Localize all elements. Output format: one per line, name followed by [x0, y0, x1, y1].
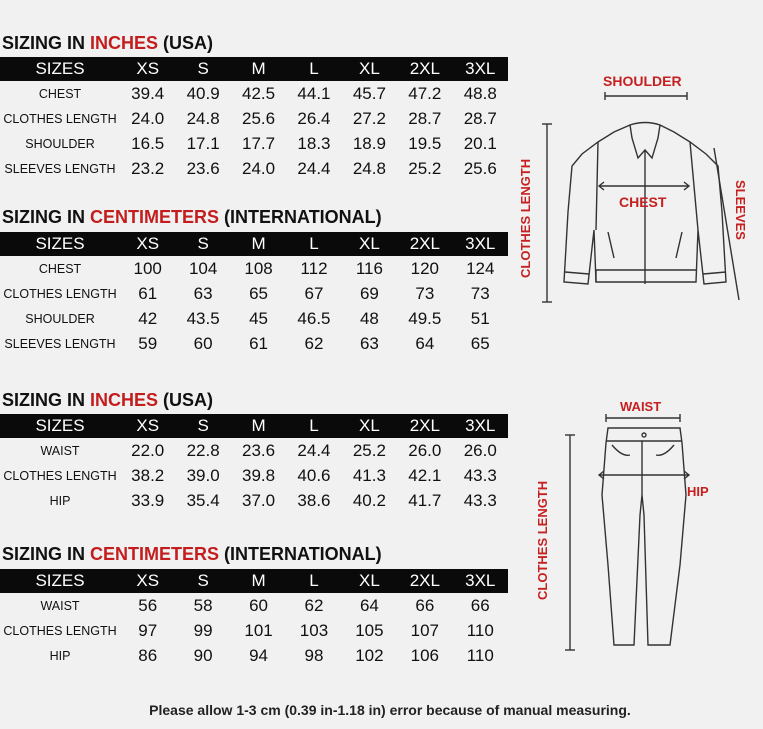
- shoulder-label: SHOULDER: [603, 73, 682, 89]
- title-accent: CENTIMETERS: [90, 544, 220, 564]
- value-cell: 24.8: [352, 158, 386, 178]
- title-suffix: (USA): [158, 33, 214, 53]
- table-header-row: [0, 232, 508, 256]
- row-label: CHEST: [38, 86, 82, 101]
- pants-diagram: [530, 395, 730, 660]
- title-suffix: (USA): [158, 390, 214, 410]
- value-cell: 45.7: [352, 83, 386, 103]
- sizes-header: SIZES: [0, 414, 120, 438]
- size-header-cell: S: [175, 232, 230, 256]
- value-cell: 43.3: [463, 465, 497, 485]
- row-label: HIP: [49, 493, 71, 508]
- value-cell: 64: [415, 333, 435, 353]
- value-cell: 27.2: [352, 108, 386, 128]
- value-cell: 17.1: [186, 133, 220, 153]
- size-header-cell: 2XL: [397, 569, 452, 593]
- size-header-cell: 2XL: [397, 57, 452, 81]
- value-cell: 26.4: [297, 108, 331, 128]
- row-label: CHEST: [38, 261, 82, 276]
- size-header-cell: L: [286, 569, 341, 593]
- row-label: CLOTHES LENGTH: [3, 286, 117, 301]
- value-cell: 124: [466, 258, 495, 278]
- title-accent: INCHES: [90, 33, 159, 53]
- row-label: SLEEVES LENGTH: [4, 161, 116, 176]
- table-row: [0, 131, 508, 156]
- table-row: [0, 156, 508, 181]
- value-cell: 107: [410, 620, 439, 640]
- row-label: CLOTHES LENGTH: [3, 623, 117, 638]
- value-cell: 43.5: [186, 308, 220, 328]
- value-cell: 39.8: [242, 465, 276, 485]
- value-cell: 56: [138, 595, 158, 615]
- value-cell: 42.1: [408, 465, 442, 485]
- value-cell: 40.6: [297, 465, 331, 485]
- value-cell: 24.8: [186, 108, 220, 128]
- value-cell: 38.6: [297, 490, 331, 510]
- value-cell: 94: [249, 645, 269, 665]
- value-cell: 17.7: [242, 133, 276, 153]
- chest-label: CHEST: [619, 194, 667, 210]
- size-header-cell: XS: [120, 414, 175, 438]
- size-header-cell: 3XL: [453, 57, 508, 81]
- sizes-header: SIZES: [0, 57, 120, 81]
- value-cell: 18.3: [297, 133, 331, 153]
- section-title-cm-bottom: [2, 544, 382, 565]
- row-label: CLOTHES LENGTH: [3, 468, 117, 483]
- value-cell: 24.4: [297, 440, 331, 460]
- sizes-header: SIZES: [0, 232, 120, 256]
- size-header-cell: 3XL: [453, 414, 508, 438]
- size-header-cell: XL: [342, 57, 397, 81]
- value-cell: 103: [299, 620, 329, 640]
- section-title-inches-bottom: [2, 390, 213, 411]
- row-label: SLEEVES LENGTH: [4, 336, 116, 351]
- value-cell: 104: [188, 258, 218, 278]
- value-cell: 22.0: [131, 440, 165, 460]
- title-suffix: (INTERNATIONAL): [219, 207, 382, 227]
- measuring-note: Please allow 1-3 cm (0.39 in-1.18 in) error because of manual measuring.: [149, 702, 631, 718]
- size-header-cell: S: [175, 569, 230, 593]
- value-cell: 101: [244, 620, 273, 640]
- value-cell: 44.1: [297, 83, 331, 103]
- value-cell: 61: [138, 283, 158, 303]
- table-header-row: [0, 414, 508, 438]
- value-cell: 108: [244, 258, 273, 278]
- size-header-cell: 3XL: [453, 232, 508, 256]
- table-row: [0, 618, 508, 643]
- value-cell: 66: [470, 595, 490, 615]
- row-label: CLOTHES LENGTH: [3, 111, 117, 126]
- value-cell: 98: [304, 645, 324, 665]
- size-header-cell: 2XL: [397, 232, 452, 256]
- jacket-clothes-length-label: CLOTHES LENGTH: [518, 158, 533, 278]
- value-cell: 120: [410, 258, 439, 278]
- size-header-cell: 2XL: [397, 414, 452, 438]
- value-cell: 42.5: [242, 83, 276, 103]
- value-cell: 18.9: [352, 133, 386, 153]
- value-cell: 38.2: [131, 465, 165, 485]
- table-row: [0, 81, 508, 106]
- table-row: [0, 488, 508, 513]
- value-cell: 23.2: [131, 158, 165, 178]
- size-table-pants-inches: [0, 414, 508, 513]
- value-cell: 45: [249, 308, 269, 328]
- value-cell: 99: [193, 620, 213, 640]
- value-cell: 24.0: [242, 158, 276, 178]
- size-table-pants-cm: [0, 569, 508, 668]
- value-cell: 41.3: [352, 465, 386, 485]
- value-cell: 65: [470, 333, 490, 353]
- section-title-cm-top: [2, 207, 382, 228]
- value-cell: 90: [193, 645, 213, 665]
- value-cell: 28.7: [408, 108, 442, 128]
- value-cell: 86: [138, 645, 158, 665]
- size-table-jacket-inches: [0, 57, 508, 181]
- value-cell: 48.8: [463, 83, 497, 103]
- table-row: [0, 306, 508, 331]
- size-header-cell: 3XL: [453, 569, 508, 593]
- size-table-jacket-cm: [0, 232, 508, 356]
- value-cell: 100: [133, 258, 162, 278]
- table-row: [0, 438, 508, 463]
- value-cell: 33.9: [131, 490, 165, 510]
- title-accent: CENTIMETERS: [90, 207, 220, 227]
- waist-label: WAIST: [620, 399, 662, 414]
- value-cell: 60: [193, 333, 213, 353]
- value-cell: 35.4: [186, 490, 220, 510]
- value-cell: 105: [355, 620, 384, 640]
- hip-label: HIP: [687, 484, 709, 499]
- value-cell: 25.2: [408, 158, 442, 178]
- value-cell: 48: [359, 308, 379, 328]
- value-cell: 102: [355, 645, 384, 665]
- title-prefix: SIZING IN: [2, 33, 91, 53]
- size-header-cell: XS: [120, 57, 175, 81]
- table-row: [0, 106, 508, 131]
- value-cell: 24.0: [131, 108, 165, 128]
- value-cell: 40.2: [352, 490, 386, 510]
- title-accent: INCHES: [90, 390, 159, 410]
- value-cell: 73: [470, 283, 490, 303]
- value-cell: 64: [359, 595, 379, 615]
- title-suffix: (INTERNATIONAL): [219, 544, 382, 564]
- value-cell: 26.0: [463, 440, 497, 460]
- table-row: [0, 643, 508, 668]
- value-cell: 65: [249, 283, 269, 303]
- table-row: [0, 593, 508, 618]
- value-cell: 43.3: [463, 490, 497, 510]
- row-label: HIP: [49, 648, 71, 663]
- value-cell: 37.0: [242, 490, 276, 510]
- value-cell: 25.6: [242, 108, 276, 128]
- size-header-cell: XS: [120, 232, 175, 256]
- size-header-cell: S: [175, 414, 230, 438]
- value-cell: 110: [466, 620, 494, 640]
- size-header-cell: L: [286, 232, 341, 256]
- title-prefix: SIZING IN: [2, 390, 91, 410]
- size-header-cell: S: [175, 57, 230, 81]
- table-header-row: [0, 569, 508, 593]
- table-row: [0, 281, 508, 306]
- size-header-cell: M: [231, 414, 286, 438]
- sizes-header: SIZES: [0, 569, 120, 593]
- value-cell: 106: [410, 645, 439, 665]
- value-cell: 40.9: [186, 83, 220, 103]
- value-cell: 20.1: [463, 133, 497, 153]
- row-label: SHOULDER: [25, 311, 95, 326]
- value-cell: 116: [355, 258, 383, 278]
- value-cell: 63: [193, 283, 213, 303]
- jacket-diagram: [510, 62, 763, 312]
- size-header-cell: M: [231, 57, 286, 81]
- value-cell: 47.2: [408, 83, 442, 103]
- value-cell: 16.5: [131, 133, 165, 153]
- size-header-cell: XL: [342, 414, 397, 438]
- row-label: SHOULDER: [25, 136, 95, 151]
- size-header-cell: L: [286, 57, 341, 81]
- table-row: [0, 331, 508, 356]
- value-cell: 97: [138, 620, 158, 640]
- value-cell: 41.7: [408, 490, 442, 510]
- value-cell: 62: [304, 333, 324, 353]
- value-cell: 24.4: [297, 158, 331, 178]
- table-row: [0, 256, 508, 281]
- value-cell: 62: [304, 595, 324, 615]
- value-cell: 26.0: [408, 440, 442, 460]
- value-cell: 67: [304, 283, 324, 303]
- value-cell: 110: [466, 645, 494, 665]
- value-cell: 28.7: [463, 108, 497, 128]
- size-header-cell: M: [231, 232, 286, 256]
- sleeves-label: SLEEVES: [733, 180, 748, 240]
- table-header-row: [0, 57, 508, 81]
- size-header-cell: L: [286, 414, 341, 438]
- value-cell: 25.2: [352, 440, 386, 460]
- table-row: [0, 463, 508, 488]
- value-cell: 22.8: [186, 440, 220, 460]
- value-cell: 42: [138, 308, 158, 328]
- size-header-cell: M: [231, 569, 286, 593]
- section-title-inches-top: [2, 33, 213, 54]
- value-cell: 60: [249, 595, 269, 615]
- value-cell: 25.6: [463, 158, 497, 178]
- size-header-cell: XL: [342, 232, 397, 256]
- title-prefix: SIZING IN: [2, 207, 91, 227]
- value-cell: 63: [359, 333, 379, 353]
- value-cell: 112: [300, 258, 328, 278]
- value-cell: 23.6: [242, 440, 276, 460]
- value-cell: 39.0: [186, 465, 220, 485]
- value-cell: 66: [415, 595, 435, 615]
- value-cell: 23.6: [186, 158, 220, 178]
- row-label: WAIST: [40, 598, 80, 613]
- size-header-cell: XS: [120, 569, 175, 593]
- value-cell: 49.5: [408, 308, 442, 328]
- value-cell: 73: [415, 283, 435, 303]
- value-cell: 51: [470, 308, 490, 328]
- value-cell: 58: [193, 595, 213, 615]
- value-cell: 39.4: [131, 83, 165, 103]
- value-cell: 61: [249, 333, 269, 353]
- row-label: WAIST: [40, 443, 80, 458]
- value-cell: 19.5: [408, 133, 442, 153]
- value-cell: 59: [138, 333, 158, 353]
- title-prefix: SIZING IN: [2, 544, 91, 564]
- value-cell: 46.5: [297, 308, 331, 328]
- value-cell: 69: [359, 283, 379, 303]
- size-header-cell: XL: [342, 569, 397, 593]
- pants-clothes-length-label: CLOTHES LENGTH: [535, 480, 550, 600]
